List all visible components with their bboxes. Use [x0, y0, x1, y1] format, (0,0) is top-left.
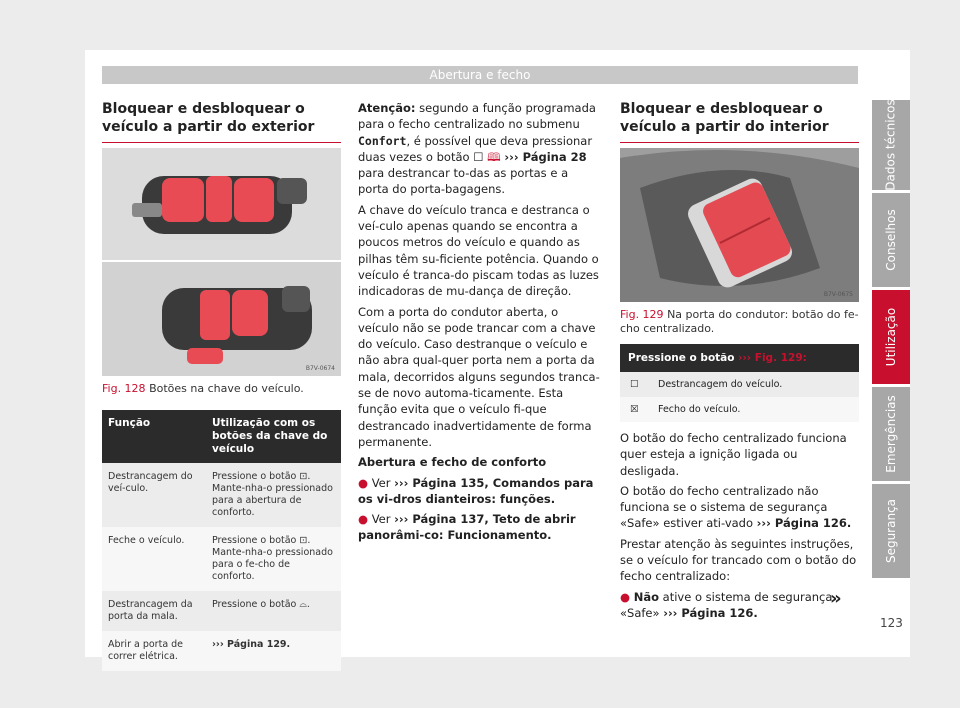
lock-icon: ☒ — [630, 404, 639, 415]
caption-figure-number: Fig. 128 — [102, 382, 146, 395]
text: O botão do fecho centralizado não funciona se o sistema de segurança «Safe» estiver ati-vado — [620, 483, 828, 531]
paragraph: A chave do veículo tranca e destranca o veí-culo apenas quando se encontra a poucos metros do veículo e quando as pilhas têm su-ficiente potência. Quando o veículo é tranca-do piscam todas as luzes indicadoras de mu-dança de direção. — [358, 202, 599, 299]
table-cell: Pressione o botão ⌓. — [206, 591, 341, 631]
bullet-icon: ● — [358, 512, 369, 527]
chapter-header: Abertura e fecho — [102, 66, 858, 84]
table-cell: Abrir a porta de correr elétrica. — [102, 631, 206, 671]
table-cell: Pressione o botão ⊡. Mante-nha-o pressionado para a abertura de conforto. — [206, 463, 341, 527]
table-cell-link[interactable]: ››› Página 129. — [206, 631, 341, 671]
text: Destrancagem do veículo. — [658, 379, 783, 390]
tab-label: Emergências — [884, 395, 898, 473]
table-header-function: Função — [102, 410, 206, 463]
caption-text: Botões na chave do veículo. — [149, 382, 304, 395]
tab-dados-tecnicos[interactable] — [872, 100, 910, 190]
tab-emergencias[interactable] — [872, 387, 910, 481]
press-box-header — [620, 344, 859, 372]
function-table-wrapper — [102, 410, 341, 671]
table-cell: Pressione o botão ⊡. Mante-nha-o pressionado para o fe-cho de conforto. — [206, 527, 341, 591]
door-button-illustration — [620, 148, 859, 302]
door-figure — [620, 148, 859, 302]
caption-fig128 — [102, 378, 341, 396]
text: Não — [633, 589, 659, 604]
attention-paragraph — [358, 100, 600, 198]
list-item — [358, 511, 600, 544]
manual-book-icon: 🕮 — [487, 149, 501, 164]
list-item — [358, 475, 600, 508]
section-title-interior: Bloquear e desbloquear o veículo a partir do interior — [620, 100, 859, 143]
text: , é possível que deva pressionar duas vezes o botão — [358, 133, 593, 164]
paragraph: O botão do fecho centralizado funciona quer esteja a ignição ligada ou desligada. — [620, 431, 847, 478]
paragraph — [620, 483, 859, 532]
list-item — [620, 397, 859, 422]
text: Ver — [371, 512, 395, 527]
continue-icon: » — [830, 588, 842, 609]
list-item — [620, 589, 859, 622]
page-link[interactable]: ››› Página 137, Teto de abrir panorâmi-co: Funcionamento. — [358, 512, 576, 543]
key-illustration — [102, 148, 341, 376]
press-box-rows — [620, 372, 859, 422]
table-cell: Destrancagem da porta da mala. — [102, 591, 206, 631]
paragraph: Com a porta do condutor aberta, o veículo não se pode trancar com a chave do veículo. Caso destranque o veículo e não abra qual-quer porta nem a porta da mala, decorridos alguns segundos tranca-se de novo automa-ticamente. Esta função evita que o veículo fi-que destrancado inadvertidamente de forma permanente. — [358, 304, 600, 449]
table-cell: Destrancagem do veí-culo. — [102, 463, 206, 527]
page-link[interactable]: ››› Página 126. — [756, 516, 852, 531]
table-row — [102, 463, 341, 527]
tab-label: Dados técnicos — [884, 99, 898, 191]
figure-tag: B7V-0674 — [305, 365, 335, 372]
caption-fig129 — [620, 304, 859, 336]
function-table — [102, 410, 341, 671]
tab-label: Utilização — [884, 307, 898, 367]
figure-tag: B7V-0675 — [823, 291, 853, 298]
table-row — [102, 631, 341, 671]
section-title-exterior: Bloquear e desbloquear o veículo a partir do exterior — [102, 100, 341, 143]
caption-text: Na porta do condutor: botão do fe-cho centralizado. — [620, 308, 859, 335]
bullet-icon: ● — [358, 475, 369, 490]
tab-utilizacao[interactable] — [872, 290, 910, 384]
paragraph: Prestar atenção às seguintes instruções, se o veículo for trancado com o botão do fecho centralizado: — [620, 536, 857, 584]
middle-column — [358, 100, 600, 548]
table-row — [102, 591, 341, 631]
tab-label: Segurança — [884, 498, 899, 564]
attention-label: Atenção: — [358, 101, 416, 115]
side-tabs — [872, 100, 910, 581]
page-link[interactable]: ››› Página 135, Comandos para os vi-dros dianteiros: funções. — [358, 475, 594, 506]
page-link[interactable]: ››› Página 126. — [663, 605, 758, 620]
page-number: 123 — [880, 616, 903, 630]
list-item — [620, 372, 859, 397]
table-header-usage: Utilização com os botões da chave do veículo — [206, 410, 341, 463]
tab-seguranca[interactable] — [872, 484, 910, 578]
text: Fecho do veículo. — [658, 404, 741, 415]
left-column — [102, 100, 341, 143]
tab-label: Conselhos — [884, 209, 898, 271]
text: Pressione o botão — [628, 352, 735, 364]
figure-link[interactable]: ››› Fig. 129: — [738, 352, 807, 364]
table-header-row — [102, 410, 341, 463]
text: para destrancar to-das as portas e a porta do porta-bagagens. — [358, 166, 569, 197]
subheading-comfort: Abertura e fecho de conforto — [358, 455, 547, 470]
right-column — [620, 100, 859, 143]
key-figure — [102, 148, 341, 376]
press-button-box — [620, 344, 859, 422]
right-text — [620, 430, 859, 625]
text: Ver — [371, 475, 395, 490]
text: ative o sistema de segurança «Safe» — [620, 589, 833, 620]
table-row — [102, 527, 341, 591]
unlock-icon: ☐ — [473, 149, 484, 164]
tab-conselhos[interactable] — [872, 193, 910, 287]
unlock-icon: ☐ — [630, 379, 639, 390]
caption-figure-number: Fig. 129 — [620, 308, 664, 321]
table-cell: Feche o veículo. — [102, 527, 206, 591]
text: segundo a função programada para o fecho centralizado no submenu — [358, 101, 596, 132]
page-link[interactable]: ››› Página 28 — [504, 149, 587, 164]
bullet-icon: ● — [620, 589, 631, 604]
menu-name: Confort — [358, 133, 407, 148]
